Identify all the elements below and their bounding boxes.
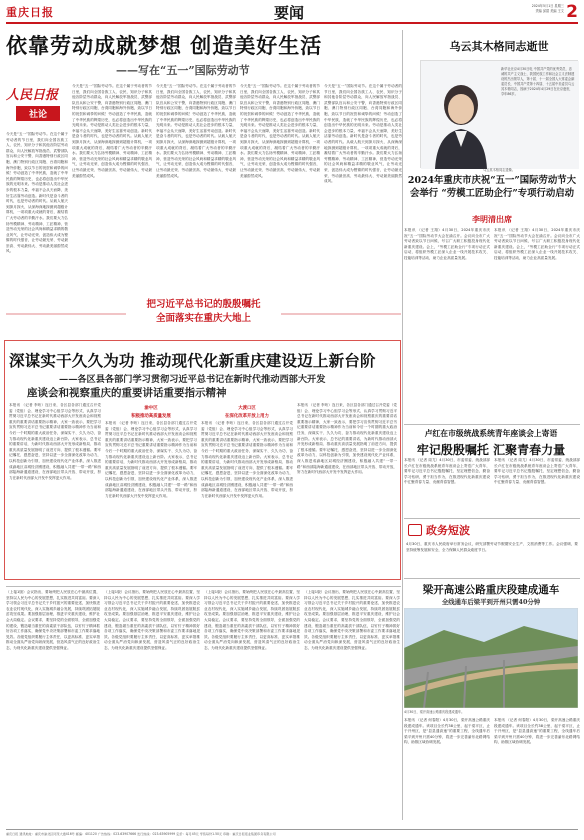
main-body-col4: 本报讯 （记者 李珩）连日来，各区县各部门通过召开党委（党组）会、理论学习中心组学习会等形式，认真学习贯彻习近平总书记在新时代推动西部大开发座谈会和视察重庆的重要讲话重要指示精神，大家一致表示，要把学习宣传贯彻习近平总书记重要讲话重要指示精神作为当前和今后一个时期的重大政治任务，深谋实干、久久为功，奋力推动现代化新重庆建设迈上新台阶。大家表示，总书记的重要讲话，为新时代推动西部大开发形成新格局、推动重庆高质量发展指明了前进方向、提供了根本遵循。要牢记嘱托、感恩奋进，坚持以进一步全面深化改革为动力，以科技创新为引领，加快建设现代化产业体系，深入推进成渝地区双城经济圈建设，积极融入共建“一带一路”和西部陆海新通道建设，在西部地区带头开放、带动开放，努力在新时代西部大开发中发挥更大作用。 xyxy=(297,403,397,475)
logo-main: 人民日报 xyxy=(6,88,59,103)
section-title: 要闻 xyxy=(274,4,305,22)
lead-body-col3: 今天是“五一”国际劳动节。在这个属于劳动者的节日里，我们向全国各族工人、农民、知识分子和其他各阶层劳动群众，向人民解放军指战员、武警部队官兵和公安干警，向香港特别行政区同胞、澳门特别行政区同胞、台湾同胞和海外侨胞，致以节日的祝贺和诚挚的问候！劳动创造了中华民族，造就了中华民族的辉煌历史，也必将创造出中华民族的光明未来。劳动是推动人类社会进步的根本力量，幸福不会从天而降，美好生活靠劳动创造。新时代是奋斗者的时代，也是劳动者的时代。从载人航天到探月探火，从深海深地探测到超级计算机，一项项重大成就的背后，凝结着广大劳动者的辛勤汗水。我们要大力弘扬劳模精神、劳动精神、工匠精神，营造劳动光荣的社会风尚和精益求精的敬业风气，让劳动光荣、创造伟大成为铿锵的时代强音，让劳动最光荣、劳动最崇高、劳动最伟大、劳动最美丽蔚然成风。 xyxy=(156,84,236,178)
highway-photo xyxy=(404,608,578,708)
lower-body-col2: （上接1版）会议指出，要始终把人民放在心中最高位置，坚持以人民为中心的发展思想，扎实推进共同富裕。要深入学习领会习近平总书记关于乡村振兴的重要论述，加快推进农业农村现代化，深入实施城乡融合发展，持续巩固拓展脱贫攻坚成果。要加强基层治理，推进平安重庆建设，维护社会大局稳定。会议要求，要坚持党的全面领导，全面加强党的建设，锻造堪当重任的高素质干部队伍，以钉钉子精神抓好各项工作落实，确保党中央决策部署和市委工作要求落地见效。各级党组织要履行主体责任，以更高标准、更实举措推动全面从严治党向纵深发展，营造风清气正的良好政治生态，为现代化新重庆建设提供坚强保证。 xyxy=(104,590,200,650)
gov-flash-icon xyxy=(408,524,422,536)
lead-body-col1: 今天是“五一”国际劳动节。在这个属于劳动者的节日里，我们向全国各族工人、农民、知识分子和其他各阶层劳动群众，向人民解放军指战员、武警部队官兵和公安干警，向香港特别行政区同胞、澳门特别行政区同胞、台湾同胞和海外侨胞，致以节日的祝贺和诚挚的问候！劳动创造了中华民族，造就了中华民族的辉煌历史，也必将创造出中华民族的光明未来。劳动是推动人类社会进步的根本力量，幸福不会从天而降，美好生活靠劳动创造。新时代是奋斗者的时代，也是劳动者的时代。从载人航天到探月探火，从深海深地探测到超级计算机，一项项重大成就的背后，凝结着广大劳动者的辛勤汗水。我们要大力弘扬劳模精神、劳动精神、工匠精神，营造劳动光荣的社会风尚和精益求精的敬业风气，让劳动光荣、创造伟大成为铿锵的时代强音，让劳动最光荣、劳动最崇高、劳动最伟大、劳动最美丽蔚然成风。 xyxy=(6,132,68,254)
portrait-body: 新华社北京4月30日电 中国共产党的优秀党员，忠诚的共产主义战士，我国民族工作和社会主义法制建设的杰出领导人，第十届、十一届全国人大常委会副委员长，中国共产党第十四届、十五届中央委员乌云其木格同志，因病于2024年4月29日在北京逝世，享年86岁。 xyxy=(501,67,575,96)
highway-body-col2: 本报讯 （记者 何春阳）4月30日，梁开高速公路重庆段建成通车。该项目全长约38公里，起于梁平区，止于开州区，是“县县通高速”的重要工程，全线通车后梁平到开州只需40分钟，将进一步完善渝东北路网结构，助推区域协调发展。 xyxy=(494,718,580,745)
main-body-col3 xyxy=(201,403,293,575)
lead-body-col2: 今天是“五一”国际劳动节。在这个属于劳动者的节日里，我们向全国各族工人、农民、知识分子和其他各阶层劳动群众，向人民解放军指战员、武警部队官兵和公安干警，向香港特别行政区同胞、澳门特别行政区同胞、台湾同胞和海外侨胞，致以节日的祝贺和诚挚的问候！劳动创造了中华民族，造就了中华民族的辉煌历史，也必将创造出中华民族的光明未来。劳动是推动人类社会进步的根本力量，幸福不会从天而降，美好生活靠劳动创造。新时代是奋斗者的时代，也是劳动者的时代。从载人航天到探月探火，从深海深地探测到超级计算机，一项项重大成就的背后，凝结着广大劳动者的辛勤汗水。我们要大力弘扬劳模精神、劳动精神、工匠精神，营造劳动光荣的社会风尚和精益求精的敬业风气，让劳动光荣、创造伟大成为铿锵的时代强音，让劳动最光荣、劳动最崇高、劳动最伟大、劳动最美丽蔚然成风。 xyxy=(72,84,152,178)
masthead: 重庆日报 xyxy=(6,6,54,19)
youth-headline-line2: 牢记殷殷嘱托 汇聚青春力量 xyxy=(416,443,566,457)
highway-body-col1: 本报讯 （记者 何春阳）4月30日，梁开高速公路重庆段建成通车。该项目全长约38公里，起于梁平区，止于开州区，是“县县通高速”的重要工程，全线通车后梁平到开州只需40分钟，将进一步完善渝东北路网结构，助推区域协调发展。 xyxy=(404,718,490,745)
lead-headline: 依靠劳动成就梦想 创造美好生活 xyxy=(6,33,323,58)
logo-sub: 社论 xyxy=(16,106,60,121)
main-body-col1: 本报讯 （记者 李珩）连日来，各区县各部门通过召开党委（党组）会、理论学习中心组学习会等形式，认真学习贯彻习近平总书记在新时代推动西部大开发座谈会和视察重庆的重要讲话重要指示精神，大家一致表示，要把学习宣传贯彻习近平总书记重要讲话重要指示精神作为当前和今后一个时期的重大政治任务，深谋实干、久久为功，奋力推动现代化新重庆建设迈上新台阶。大家表示，总书记的重要讲话，为新时代推动西部大开发形成新格局、推动重庆高质量发展指明了前进方向、提供了根本遵循。要牢记嘱托、感恩奋进，坚持以进一步全面深化改革为动力，以科技创新为引领，加快建设现代化产业体系，深入推进成渝地区双城经济圈建设，积极融入共建“一带一路”和西部陆海新通道建设，在西部地区带头开放、带动开放，努力在新时代西部大开发中发挥更大作用。 xyxy=(9,403,101,480)
main-subheadline: ——各区县各部门学习贯彻习近平总书记在新时代推动西部大开发 xyxy=(59,374,326,385)
main-section-head-2: 积极推动高质量发展 xyxy=(131,414,171,419)
gov-flash-body: 4月30日，重庆市人民政府举行常务会议，研究部署劳动节假期安全生产、文旅消费等工作。会议强调，要坚持统筹发展和安全，全力保障人民群众欢度节日。 xyxy=(406,542,578,552)
lower-body-col1: （上接1版）会议指出，要始终把人民放在心中最高位置，坚持以人民为中心的发展思想，扎实推进共同富裕。要深入学习领会习近平总书记关于乡村振兴的重要论述，加快推进农业农村现代化，深入实施城乡融合发展，持续巩固拓展脱贫攻坚成果。要加强基层治理，推进平安重庆建设，维护社会大局稳定。会议要求，要坚持党的全面领导，全面加强党的建设，锻造堪当重任的高素质干部队伍，以钉钉子精神抓好各项工作落实，确保党中央决策部署和市委工作要求落地见效。各级党组织要履行主体责任，以更高标准、更实举措推动全面从严治党向纵深发展，营造风清气正的良好政治生态，为现代化新重庆建设提供坚强保证。 xyxy=(6,590,100,650)
main-body-col2-text: 本报讯 （记者 李珩）连日来，各区县各部门通过召开党委（党组）会、理论学习中心组学习会等形式，认真学习贯彻习近平总书记在新时代推动西部大开发座谈会和视察重庆的重要讲话重要指示精神，大家一致表示，要把学习宣传贯彻习近平总书记重要讲话重要指示精神作为当前和今后一个时期的重大政治任务，深谋实干、久久为功，奋力推动现代化新重庆建设迈上新台阶。大家表示，总书记的重要讲话，为新时代推动西部大开发形成新格局、推动重庆高质量发展指明了前进方向、提供了根本遵循。要牢记嘱托、感恩奋进，坚持以进一步全面深化改革为动力，以科技创新为引领，加快建设现代化产业体系，深入推进成渝地区双城经济圈建设，积极融入共建“一带一路”和西部陆海新通道建设，在西部地区带头开放、带动开放，努力在新时代西部大开发中发挥更大作用。 xyxy=(105,421,197,498)
portrait-headline: 乌云其木格同志逝世 xyxy=(449,40,549,53)
main-section-head-3: 大渡口区 xyxy=(238,406,256,411)
youth-body-col2: 本报讯 （记者 周尤）4月30日，市委常委、统战部部长卢红在市级统战系统青年座谈会上寄语广大青年，要牢记习近平总书记殷殷嘱托，坚定理想信念，勤奋学习钻研，勇于担当作为，在推进现代化新重庆建设中汇聚青春力量、贡献青春智慧。 xyxy=(494,458,580,485)
portrait-photo xyxy=(420,60,578,168)
highway-headline: 梁开高速公路重庆段建成通车 xyxy=(422,584,560,596)
right-top-body-col1: 本报讯 （记者 王翔）4月30日，2024年重庆市庆祝“五一”国际劳动节大会在渝召开。会议向全市广大劳动者致以节日问候，号召广大职工积极投身现代化新重庆建设。会上，“劳模工匠助企行”专项行动正式启动，将组织劳模工匠深入企业一线开展技术攻关、技能培训等活动，助力企业高质量发展。 xyxy=(404,228,490,260)
editorial-logo xyxy=(6,84,66,128)
banner-line-2: 全面落实在重庆大地上 xyxy=(155,313,251,324)
main-body-col3-text: 本报讯 （记者 李珩）连日来，各区县各部门通过召开党委（党组）会、理论学习中心组学习会等形式，认真学习贯彻习近平总书记在新时代推动西部大开发座谈会和视察重庆的重要讲话重要指示精神，大家一致表示，要把学习宣传贯彻习近平总书记重要讲话重要指示精神作为当前和今后一个时期的重大政治任务，深谋实干、久久为功，奋力推动现代化新重庆建设迈上新台阶。大家表示，总书记的重要讲话，为新时代推动西部大开发形成新格局、推动重庆高质量发展指明了前进方向、提供了根本遵循。要牢记嘱托、感恩奋进，坚持以进一步全面深化改革为动力，以科技创新为引领，加快建设现代化产业体系，深入推进成渝地区双城经济圈建设，积极融入共建“一带一路”和西部陆海新通道建设，在西部地区带头开放、带动开放，努力在新时代西部大开发中发挥更大作用。 xyxy=(201,421,293,498)
column-divider xyxy=(402,30,403,820)
date-line: 2024年5月1日 星期三 xyxy=(531,4,564,8)
lead-body-col5: 今天是“五一”国际劳动节。在这个属于劳动者的节日里，我们向全国各族工人、农民、知识分子和其他各阶层劳动群众，向人民解放军指战员、武警部队官兵和公安干警，向香港特别行政区同胞、澳门特别行政区同胞、台湾同胞和海外侨胞，致以节日的祝贺和诚挚的问候！劳动创造了中华民族，造就了中华民族的辉煌历史，也必将创造出中华民族的光明未来。劳动是推动人类社会进步的根本力量，幸福不会从天而降，美好生活靠劳动创造。新时代是奋斗者的时代，也是劳动者的时代。从载人航天到探月探火，从深海深地探测到超级计算机，一项项重大成就的背后，凝结着广大劳动者的辛勤汗水。我们要大力弘扬劳模精神、劳动精神、工匠精神，营造劳动光荣的社会风尚和精益求精的敬业风气，让劳动光荣、创造伟大成为铿锵的时代强音，让劳动最光荣、劳动最崇高、劳动最伟大、劳动最美丽蔚然成风。 xyxy=(324,84,402,184)
portrait-caption: 乌云其木格同志遗像。 xyxy=(483,168,515,172)
right-divider-1 xyxy=(404,424,580,425)
main-story xyxy=(4,340,401,580)
main-section-head-4: 在深化改革开放上用力 xyxy=(225,414,269,419)
right-divider-3 xyxy=(404,578,580,579)
editor-line: 责编 邱碧 美编 王文 xyxy=(535,9,564,13)
page-number: 2 xyxy=(566,2,578,22)
highway-subheadline: 全线通车后梁平到开州只需40分钟 xyxy=(441,598,541,606)
right-top-headline: 2024年重庆市庆祝“五一”国际劳动节大会举行 “劳模工匠助企行”专项行动启动 xyxy=(407,175,577,199)
page-footer: 重庆日报 通讯地址：重庆市渝北区同茂大道416号 邮编：401120 广告热线：023-63907666 发行热线：023-63905999 定价：每月45元 零售每份1.50元 印刷：重庆日报报业集团印务有限公司 xyxy=(6,829,578,836)
banner-line-1: 把习近平总书记的殷殷嘱托 xyxy=(146,299,261,310)
banner-ornament xyxy=(6,296,401,332)
highway-image xyxy=(404,608,578,708)
main-headline: 深谋实干久久为功 推动现代化新重庆建设迈上新台阶 xyxy=(9,351,376,370)
lower-body-col3: （上接1版）会议指出，要始终把人民放在心中最高位置，坚持以人民为中心的发展思想，扎实推进共同富裕。要深入学习领会习近平总书记关于乡村振兴的重要论述，加快推进农业农村现代化，深入实施城乡融合发展，持续巩固拓展脱贫攻坚成果。要加强基层治理，推进平安重庆建设，维护社会大局稳定。会议要求，要坚持党的全面领导，全面加强党的建设，锻造堪当重任的高素质干部队伍，以钉钉子精神抓好各项工作落实，确保党中央决策部署和市委工作要求落地见效。各级党组织要履行主体责任，以更高标准、更实举措推动全面从严治党向纵深发展，营造风清气正的良好政治生态，为现代化新重庆建设提供坚强保证。 xyxy=(204,590,300,650)
main-body-col2 xyxy=(105,403,197,575)
youth-headline-line1: 卢红在市级统战系统青年座谈会上寄语 xyxy=(424,429,558,438)
highway-caption: 4月30日，梁开高速公路重庆段建成通车。 xyxy=(404,710,465,714)
lower-divider xyxy=(6,586,401,587)
page-header xyxy=(6,2,578,24)
header-meta xyxy=(532,4,564,14)
quote-banner xyxy=(6,296,401,332)
gov-flash-label: 政务短波 xyxy=(426,524,470,537)
main-subheadline-2: 座谈会和视察重庆的重要讲话重要指示精神 xyxy=(27,387,227,399)
lead-subheadline: ——写在“五一”国际劳动节 xyxy=(116,64,250,77)
right-divider-2 xyxy=(404,518,580,519)
lower-body-col4: （上接1版）会议指出，要始终把人民放在心中最高位置，坚持以人民为中心的发展思想，扎实推进共同富裕。要深入学习领会习近平总书记关于乡村振兴的重要论述，加快推进农业农村现代化，深入实施城乡融合发展，持续巩固拓展脱贫攻坚成果。要加强基层治理，推进平安重庆建设，维护社会大局稳定。会议要求，要坚持党的全面领导，全面加强党的建设，锻造堪当重任的高素质干部队伍，以钉钉子精神抓好各项工作落实，确保党中央决策部署和市委工作要求落地见效。各级党组织要履行主体责任，以更高标准、更实举措推动全面从严治党向纵深发展，营造风清气正的良好政治生态，为现代化新重庆建设提供坚强保证。 xyxy=(304,590,400,650)
main-section-head-1: 渝中区 xyxy=(144,406,158,411)
youth-headline xyxy=(402,428,580,458)
youth-body-col1: 本报讯 （记者 周尤）4月30日，市委常委、统战部部长卢红在市级统战系统青年座谈会上寄语广大青年，要牢记习近平总书记殷殷嘱托，坚定理想信念，勤奋学习钻研，勇于担当作为，在推进现代化新重庆建设中汇聚青春力量、贡献青春智慧。 xyxy=(404,458,490,485)
right-top-author: 李明清出席 xyxy=(472,215,512,224)
right-top-body-col2: 本报讯 （记者 王翔）4月30日，2024年重庆市庆祝“五一”国际劳动节大会在渝召开。会议向全市广大劳动者致以节日问候，号召广大职工积极投身现代化新重庆建设。会上，“劳模工匠助企行”专项行动正式启动，将组织劳模工匠深入企业一线开展技术攻关、技能培训等活动，助力企业高质量发展。 xyxy=(494,228,580,260)
lead-body-col4: 今天是“五一”国际劳动节。在这个属于劳动者的节日里，我们向全国各族工人、农民、知识分子和其他各阶层劳动群众，向人民解放军指战员、武警部队官兵和公安干警，向香港特别行政区同胞、澳门特别行政区同胞、台湾同胞和海外侨胞，致以节日的祝贺和诚挚的问候！劳动创造了中华民族，造就了中华民族的辉煌历史，也必将创造出中华民族的光明未来。劳动是推动人类社会进步的根本力量，幸福不会从天而降，美好生活靠劳动创造。新时代是奋斗者的时代，也是劳动者的时代。从载人航天到探月探火，从深海深地探测到超级计算机，一项项重大成就的背后，凝结着广大劳动者的辛勤汗水。我们要大力弘扬劳模精神、劳动精神、工匠精神，营造劳动光荣的社会风尚和精益求精的敬业风气，让劳动光荣、创造伟大成为铿锵的时代强音，让劳动最光荣、劳动最崇高、劳动最伟大、劳动最美丽蔚然成风。 xyxy=(240,84,320,178)
